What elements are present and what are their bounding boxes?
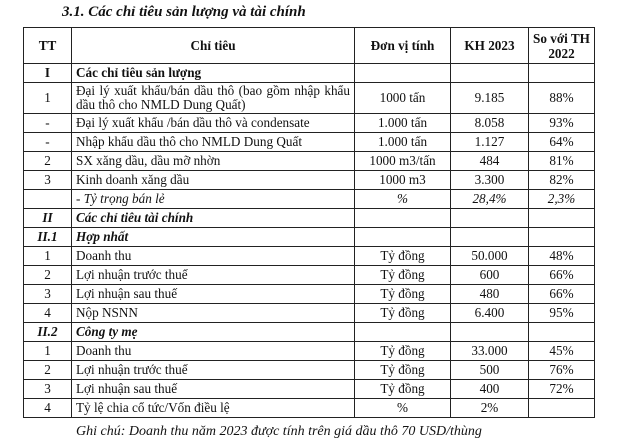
cell-kh: 8.058 xyxy=(451,114,529,133)
cell-kh: 9.185 xyxy=(451,83,529,114)
cell-name: Lợi nhuận trước thuế xyxy=(72,266,355,285)
cell-kh: 3.300 xyxy=(451,171,529,190)
cell-kh: 50.000 xyxy=(451,247,529,266)
cell-unit xyxy=(355,64,451,83)
header-row xyxy=(24,28,595,64)
cell-unit: 1000 tấn xyxy=(355,83,451,114)
cell-name: Nhập khẩu dầu thô cho NMLD Dung Quất xyxy=(72,133,355,152)
cell-name: Lợi nhuận sau thuế xyxy=(72,380,355,399)
header-tt: TT xyxy=(24,28,72,64)
cell-kh: 28,4% xyxy=(451,190,529,209)
cell-unit: 1000 m3 xyxy=(355,171,451,190)
table-row xyxy=(24,399,595,418)
cell-kh: 33.000 xyxy=(451,342,529,361)
table-row xyxy=(24,380,595,399)
subsection-row xyxy=(24,228,595,247)
section-row xyxy=(24,64,595,83)
cell-name: Các chỉ tiêu tài chính xyxy=(72,209,355,228)
table-row xyxy=(24,285,595,304)
header-cmp: So với TH 2022 xyxy=(529,28,595,64)
section-heading: 3.1. Các chỉ tiêu sản lượng và tài chính xyxy=(62,4,306,20)
cell-unit: Tỷ đồng xyxy=(355,304,451,323)
cell-cmp xyxy=(529,228,595,247)
cell-cmp: 2,3% xyxy=(529,190,595,209)
header-name: Chỉ tiêu xyxy=(72,28,355,64)
cell-kh: 600 xyxy=(451,266,529,285)
cell-unit: 1.000 tấn xyxy=(355,133,451,152)
cell-unit: Tỷ đồng xyxy=(355,247,451,266)
cell-kh xyxy=(451,64,529,83)
cell-cmp xyxy=(529,64,595,83)
cell-tt: - xyxy=(24,133,72,152)
cell-tt: 2 xyxy=(24,152,72,171)
table-row xyxy=(24,190,595,209)
cell-tt: I xyxy=(24,64,72,83)
table-row xyxy=(24,247,595,266)
targets-table xyxy=(23,27,595,418)
cell-tt: 4 xyxy=(24,399,72,418)
cell-name: Lợi nhuận sau thuế xyxy=(72,285,355,304)
cell-tt: 1 xyxy=(24,247,72,266)
cell-unit: Tỷ đồng xyxy=(355,266,451,285)
table-row xyxy=(24,133,595,152)
cell-cmp: 48% xyxy=(529,247,595,266)
cell-tt: II.2 xyxy=(24,323,72,342)
cell-cmp: 72% xyxy=(529,380,595,399)
cell-unit: Tỷ đồng xyxy=(355,380,451,399)
cell-kh: 480 xyxy=(451,285,529,304)
table-row xyxy=(24,171,595,190)
cell-cmp: 64% xyxy=(529,133,595,152)
table-row xyxy=(24,114,595,133)
table-row xyxy=(24,83,595,114)
table-row xyxy=(24,304,595,323)
cell-cmp xyxy=(529,209,595,228)
cell-cmp: 45% xyxy=(529,342,595,361)
cell-kh: 1.127 xyxy=(451,133,529,152)
cell-kh: 484 xyxy=(451,152,529,171)
cell-name: Doanh thu xyxy=(72,247,355,266)
cell-name: - Tỷ trọng bán lẻ xyxy=(72,190,355,209)
cell-name: Hợp nhất xyxy=(72,228,355,247)
cell-name: Doanh thu xyxy=(72,342,355,361)
cell-name: Đại lý xuất khẩu /bán dầu thô và condensate xyxy=(72,114,355,133)
section-row xyxy=(24,209,595,228)
cell-tt: 3 xyxy=(24,285,72,304)
cell-unit: Tỷ đồng xyxy=(355,285,451,304)
cell-tt xyxy=(24,190,72,209)
subsection-row xyxy=(24,323,595,342)
cell-name: Tỷ lệ chia cổ tức/Vốn điều lệ xyxy=(72,399,355,418)
cell-kh: 500 xyxy=(451,361,529,380)
cell-cmp: 93% xyxy=(529,114,595,133)
cell-tt: II.1 xyxy=(24,228,72,247)
cell-tt: 1 xyxy=(24,342,72,361)
cell-cmp: 82% xyxy=(529,171,595,190)
cell-tt: 2 xyxy=(24,361,72,380)
cell-tt: 3 xyxy=(24,380,72,399)
cell-cmp: 66% xyxy=(529,285,595,304)
table-row xyxy=(24,266,595,285)
cell-name: Đại lý xuất khẩu/bán dầu thô (bao gồm nhập khẩu dầu thô cho NMLD Dung Quất) xyxy=(72,83,355,114)
table-row xyxy=(24,342,595,361)
cell-unit: Tỷ đồng xyxy=(355,342,451,361)
table-row xyxy=(24,152,595,171)
cell-name: Các chỉ tiêu sản lượng xyxy=(72,64,355,83)
cell-unit xyxy=(355,209,451,228)
table-row xyxy=(24,361,595,380)
cell-tt: II xyxy=(24,209,72,228)
cell-unit: Tỷ đồng xyxy=(355,361,451,380)
header-kh: KH 2023 xyxy=(451,28,529,64)
cell-name: Công ty mẹ xyxy=(72,323,355,342)
cell-tt: 1 xyxy=(24,83,72,114)
cell-kh xyxy=(451,228,529,247)
cell-unit: % xyxy=(355,190,451,209)
cell-kh: 400 xyxy=(451,380,529,399)
cell-kh xyxy=(451,323,529,342)
cell-cmp xyxy=(529,399,595,418)
cell-name: Kinh doanh xăng dầu xyxy=(72,171,355,190)
cell-unit: 1000 m3/tấn xyxy=(355,152,451,171)
cell-kh: 2% xyxy=(451,399,529,418)
footnote: Ghi chú: Doanh thu năm 2023 được tính trên giá dầu thô 70 USD/thùng xyxy=(76,424,482,439)
cell-tt: 4 xyxy=(24,304,72,323)
cell-name: SX xăng dầu, dầu mỡ nhờn xyxy=(72,152,355,171)
cell-cmp: 81% xyxy=(529,152,595,171)
cell-name: Lợi nhuận trước thuế xyxy=(72,361,355,380)
cell-kh xyxy=(451,209,529,228)
cell-tt: 3 xyxy=(24,171,72,190)
cell-cmp xyxy=(529,323,595,342)
cell-cmp: 76% xyxy=(529,361,595,380)
cell-cmp: 66% xyxy=(529,266,595,285)
cell-cmp: 88% xyxy=(529,83,595,114)
header-unit: Đơn vị tính xyxy=(355,28,451,64)
cell-name: Nộp NSNN xyxy=(72,304,355,323)
cell-unit: 1.000 tấn xyxy=(355,114,451,133)
cell-tt: 2 xyxy=(24,266,72,285)
cell-unit xyxy=(355,323,451,342)
cell-kh: 6.400 xyxy=(451,304,529,323)
cell-cmp: 95% xyxy=(529,304,595,323)
cell-unit: % xyxy=(355,399,451,418)
cell-unit xyxy=(355,228,451,247)
cell-tt: - xyxy=(24,114,72,133)
